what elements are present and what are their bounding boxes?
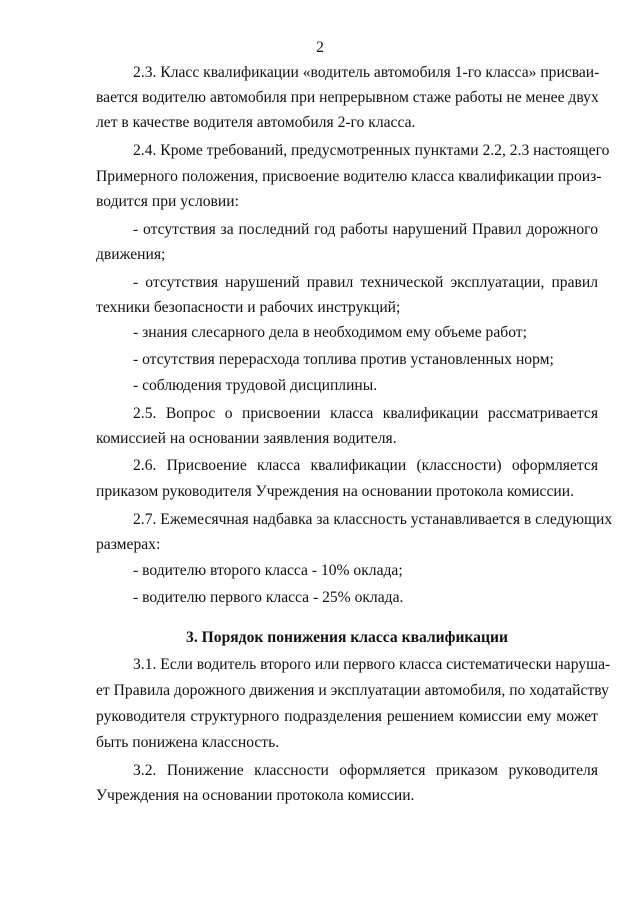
text-line: лет в качестве водителя автомобиля 2-го класса. [96,114,416,131]
text-line: комиссией на основании заявления водителя. [96,430,397,447]
text-line: 2.4. Кроме требований, предусмотренных пунктами 2.2, 2.3 настоящего [133,142,610,159]
text-line: - отсутствия за последний год работы нарушений Правил дорожного [133,221,598,238]
text-line: 2.6. Присвоение класса квалификации (классности) оформляется [133,457,598,474]
text-line: приказом руководителя Учреждения на основании протокола комиссии. [96,483,574,500]
text-line: 3.1. Если водитель второго или первого класса систематически наруша- [133,656,611,673]
text-line: быть понижена классность. [96,734,280,751]
text-line: техники безопасности и рабочих инструкций; [96,299,401,316]
text-line: Учреждения на основании протокола комиссии. [96,787,415,804]
text-line: Примерного положения, присвоение водителю класса квалификации произ- [96,168,602,185]
text-line: - отсутствия нарушений правил технической эксплуатации, правил [133,274,598,291]
text-line: водится при условии: [96,193,239,210]
text-line: вается водителю автомобиля при непрерывном стаже работы не менее двух [96,89,599,106]
text-line: движения; [96,246,166,263]
page-number: 2 [316,39,324,56]
text-line: 3.2. Понижение классности оформляется приказом руководителя [133,762,598,779]
text-line: 2.7. Ежемесячная надбавка за классность устанавливается в следующих [133,511,613,528]
text-line: - водителю второго класса - 10% оклада; [133,562,403,579]
text-line: - водителю первого класса - 25% оклада. [133,589,404,606]
text-line: 2.5. Вопрос о присвоении класса квалификации рассматривается [133,405,598,422]
text-line: - знания слесарного дела в необходимом ему объеме работ; [133,324,527,341]
text-line: - соблюдения трудовой дисциплины. [133,377,378,394]
text-line: 2.3. Класс квалификации «водитель автомобиля 1-го класса» присваи- [133,64,600,81]
text-line: - отсутствия перерасхода топлива против установленных норм; [133,351,554,368]
text-line: ет Правила дорожного движения и эксплуатации автомобиля, по ходатайству [96,682,609,699]
text-line: руководителя структурного подразделения решением комиссии ему может [96,708,598,725]
text-line: размерах: [96,536,161,553]
section-heading: 3. Порядок понижения класса квалификации [186,629,508,646]
